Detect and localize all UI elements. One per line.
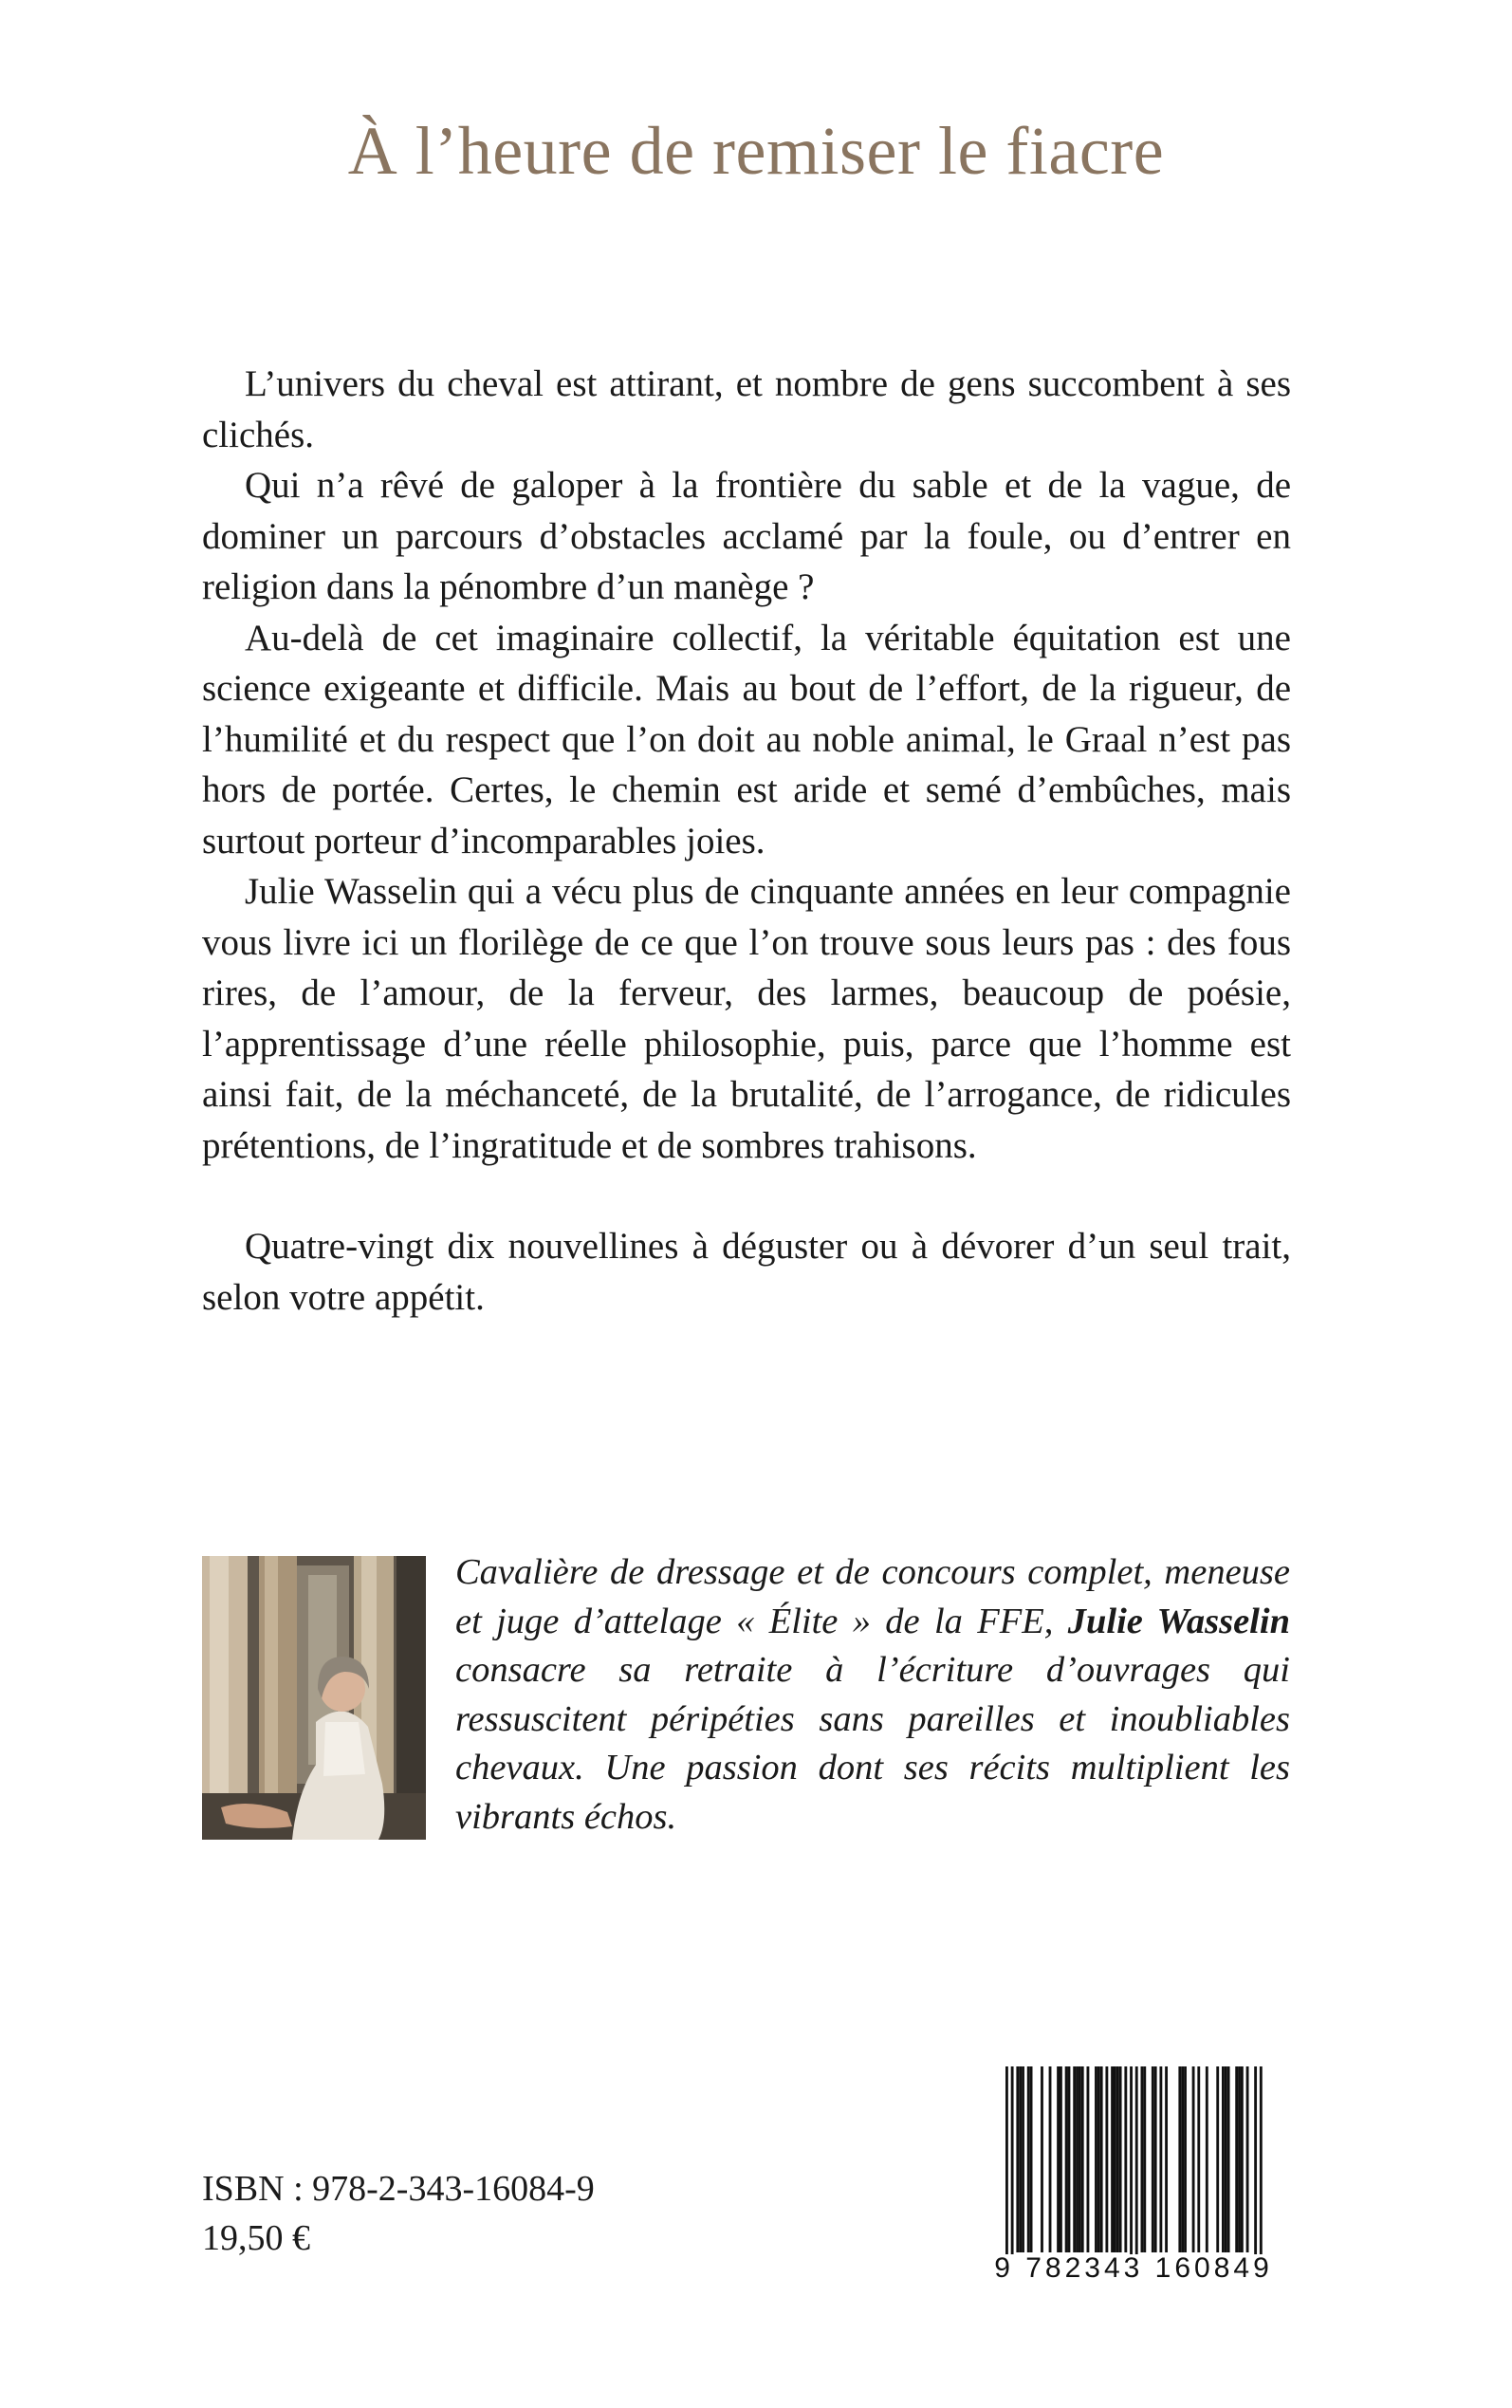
author-photo	[202, 1556, 426, 1840]
blurb-closing-paragraph: Quatre-vingt dix nouvellines à déguster ou à dévorer d’un seul trait, selon votre appétit.	[202, 1226, 1291, 1318]
barcode-bar	[1241, 2066, 1244, 2252]
barcode-bar	[1027, 2066, 1030, 2252]
bio-text-end: consacre sa retraite à l’écriture d’ouvrages qui ressuscitent péripéties sans pareilles et inoubliables chevaux. Une passion dont ses récits multiplient les vibrants échos.	[455, 1650, 1290, 1837]
barcode-bar	[1095, 2066, 1097, 2252]
barcode-bar	[1057, 2066, 1060, 2252]
barcode-bar	[1254, 2066, 1257, 2269]
barcode-bar	[1060, 2066, 1062, 2252]
author-bio	[455, 1548, 1290, 1842]
barcode-bar	[1100, 2066, 1103, 2252]
barcode-bar	[1141, 2066, 1144, 2252]
barcode-bar	[1022, 2066, 1024, 2252]
barcode-bar	[1030, 2066, 1033, 2252]
barcode-digits: 9 782343 160849	[977, 2254, 1290, 2283]
barcode-bar	[1068, 2066, 1071, 2252]
barcode-bar	[1235, 2066, 1238, 2252]
barcode-bar	[1192, 2066, 1195, 2252]
barcode-bar	[1260, 2066, 1263, 2269]
barcode-bar	[1165, 2066, 1168, 2252]
barcode-bar	[1206, 2066, 1208, 2252]
isbn: ISBN : 978-2-343-16084-9	[202, 2169, 595, 2209]
barcode-bar	[1005, 2066, 1008, 2269]
barcode-bar	[1130, 2066, 1133, 2269]
barcode-bar	[1087, 2066, 1090, 2252]
barcode-bar	[1097, 2066, 1100, 2252]
barcode-bar	[1135, 2066, 1138, 2269]
barcode-bar	[1019, 2066, 1022, 2252]
blurb-paragraph: L’univers du cheval est attirant, et nombre de gens succombent à ses clichés.	[202, 363, 1291, 455]
barcode-bar	[1197, 2066, 1200, 2252]
barcode-bar	[1181, 2066, 1184, 2252]
barcode-bar	[1119, 2066, 1122, 2252]
barcode-bars	[977, 2066, 1290, 2275]
barcode-bar	[1076, 2066, 1079, 2252]
barcode-bar	[1065, 2066, 1068, 2252]
back-cover-blurb	[202, 359, 1291, 1323]
barcode-bar	[1116, 2066, 1119, 2252]
barcode-bar	[1152, 2066, 1154, 2252]
barcode-bar	[1159, 2066, 1162, 2252]
barcode-bar	[1238, 2066, 1241, 2252]
barcode-bar	[1154, 2066, 1157, 2252]
barcode-bar	[1114, 2066, 1116, 2252]
barcode-bar	[1222, 2066, 1225, 2252]
barcode-bar	[1105, 2066, 1108, 2252]
barcode-bar	[1184, 2066, 1187, 2252]
barcode-bar	[1143, 2066, 1146, 2252]
barcode-bar	[1079, 2066, 1081, 2252]
barcode-bar	[1016, 2066, 1019, 2252]
barcode-bar	[1081, 2066, 1084, 2252]
barcode-bar	[1225, 2066, 1227, 2252]
blurb-paragraph: Julie Wasselin qui a vécu plus de cinquante années en leur compagnie vous livre ici un florilège de ce que l’on trouve sous leurs pas : des fous rires, de l’amour, de la ferveur, des larmes, beaucoup de poésie, l’apprentissage d’une réelle philosophie, puis, parce que l’homme est ainsi fait, de la méchanceté, de la brutalité, de l’arrogance, de ridicules prétentions, de l’ingratitude et de sombres trahisons.	[202, 871, 1291, 1166]
barcode-bar	[1246, 2066, 1249, 2252]
barcode-bar	[1111, 2066, 1114, 2252]
book-title: À l’heure de remiser le fiacre	[347, 113, 1165, 189]
blurb-paragraph: Au-delà de cet imaginaire collectif, la véritable équitation est une science exigeante et difficile. Mais au bout de l’effort, de la rigueur, de l’humilité et du respect que l’on doit au noble animal, le Graal n’est pas hors de portée. Certes, le chemin est aride et semé d’embûches, mais surtout porteur d’incomparables joies.	[202, 617, 1291, 861]
barcode-bar	[1227, 2066, 1230, 2252]
barcode-bar	[1049, 2066, 1052, 2252]
blurb-paragraph: Qui n’a rêvé de galoper à la frontière du sable et de la vague, de dominer un parcours d’obstacles acclamé par la foule, ou d’entrer en religion dans la pénombre d’un manège ?	[202, 465, 1291, 607]
price: 19,50 €	[202, 2218, 310, 2258]
barcode-bar	[1178, 2066, 1181, 2252]
bio-text-start: Cavalière de dressage et de concours complet, meneuse et juge d’attelage « Élite » de la FFE,	[455, 1552, 1290, 1641]
barcode-bar	[1124, 2066, 1127, 2252]
barcode	[977, 2066, 1290, 2284]
barcode-bar	[1073, 2066, 1076, 2252]
barcode-bar	[1011, 2066, 1014, 2269]
author-name: Julie Wasselin	[1067, 1601, 1290, 1641]
barcode-bar	[1216, 2066, 1219, 2252]
author-bio-text	[455, 1548, 1290, 1842]
barcode-bar	[1041, 2066, 1043, 2252]
